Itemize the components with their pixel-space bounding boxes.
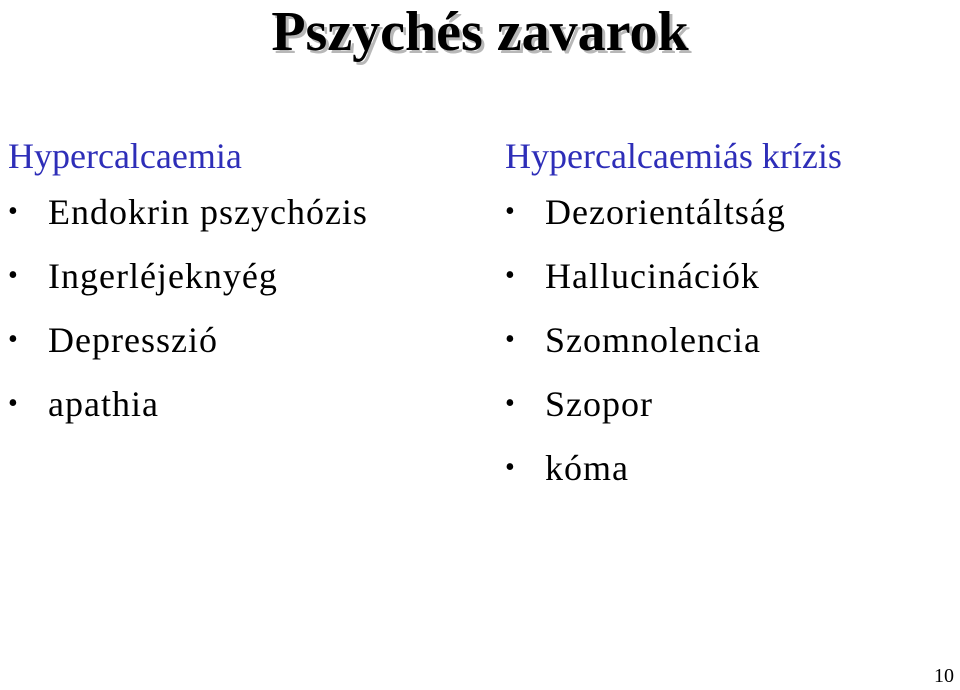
bullet-icon: • bbox=[8, 196, 19, 227]
list-item-text: Depresszió bbox=[48, 320, 218, 360]
bullet-icon: • bbox=[505, 452, 516, 483]
list-item bbox=[8, 244, 478, 308]
list-item-text: kóma bbox=[545, 448, 629, 488]
bullet-icon: • bbox=[505, 196, 516, 227]
bullet-icon: • bbox=[8, 260, 19, 291]
list-item bbox=[505, 372, 960, 436]
list-item bbox=[505, 244, 960, 308]
bullet-icon: • bbox=[505, 324, 516, 355]
right-column-heading: Hypercalcaemiás krízis bbox=[505, 136, 842, 176]
list-item-text: Ingerléjeknyég bbox=[48, 256, 278, 296]
right-bullet-list bbox=[505, 180, 960, 500]
list-item bbox=[8, 372, 478, 436]
left-column-heading: Hypercalcaemia bbox=[8, 136, 242, 176]
left-bullet-list bbox=[8, 180, 478, 436]
list-item bbox=[505, 308, 960, 372]
bullet-icon: • bbox=[8, 324, 19, 355]
right-column bbox=[505, 134, 960, 500]
bullet-icon: • bbox=[505, 388, 516, 419]
list-item-text: Dezorientáltság bbox=[545, 192, 786, 232]
list-item bbox=[505, 180, 960, 244]
slide-title: Pszychés zavarok bbox=[271, 1, 689, 63]
list-item bbox=[8, 308, 478, 372]
left-column bbox=[8, 134, 478, 436]
list-item-text: Szomnolencia bbox=[545, 320, 761, 360]
bullet-icon: • bbox=[8, 388, 19, 419]
list-item-text: Endokrin pszychózis bbox=[48, 192, 368, 232]
list-item bbox=[8, 180, 478, 244]
page-number: 10 bbox=[934, 665, 954, 687]
bullet-icon: • bbox=[505, 260, 516, 291]
list-item-text: apathia bbox=[48, 384, 159, 424]
list-item bbox=[505, 436, 960, 500]
list-item-text: Hallucinációk bbox=[545, 256, 760, 296]
list-item-text: Szopor bbox=[545, 384, 653, 424]
